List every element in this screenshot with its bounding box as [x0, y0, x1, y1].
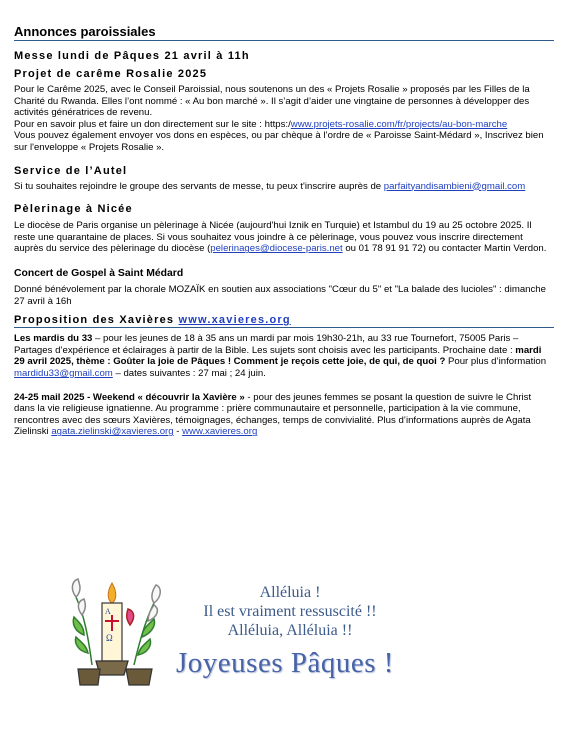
mardis-text: – pour les jeunes de 18 à 35 ans un mardi par mois 19h30-21h, au 33 rue Tournefort, 75005 Paris – Partages d’expérience et éclairages à partir de la Bible. Les sujets sont choisis avec les participants. Prochaine date :: [14, 333, 519, 356]
rosalie-link[interactable]: www.projets-rosalie.com/fr/projects/au-bon-marche: [290, 118, 508, 130]
weekend-site-link[interactable]: www.xavieres.org: [182, 426, 258, 438]
autel-text: Si tu souhaites rejoindre le groupe des servants de messe, tu peux t'inscrire auprès de: [14, 180, 384, 192]
joyeuses-paques-title: Joyeuses Pâques !: [176, 647, 394, 679]
careme-heading: Projet de carême Rosalie 2025: [14, 68, 208, 80]
gospel-paragraph: Donné bénévolement par la chorale MOZAÏK en soutien aux associations "Cœur du 5" et "La balade des lucioles" : dimanche 27 avril à 16h: [14, 283, 546, 307]
weekend-email-link[interactable]: agata.zielinski@xavieres.org: [51, 426, 174, 438]
careme-donation-paragraph: Vous pouvez également envoyer vos dons en espèces, ou par chèque à l’ordre de « Paroisse Saint-Médard », Inscrivez bien sur l'enveloppe « Projets Rosalie ».: [14, 130, 544, 153]
pot-right: [126, 669, 152, 685]
weekend-separator: -: [173, 426, 183, 438]
pelerinage-heading: Pèlerinage à Nicée: [14, 203, 133, 216]
mardis-email-link[interactable]: mardidu33@gmail.com: [14, 367, 113, 379]
alpha-letter: A: [105, 607, 111, 616]
lily-left: [72, 579, 92, 665]
alleluia-line-2: Il est vraiment ressuscité !!: [203, 603, 377, 620]
candle-flame: [108, 583, 116, 603]
weekend-title: 24-25 mail 2025 - Weekend « découvrir la Xavière »: [14, 391, 245, 403]
xavieres-mardis-paragraph: [14, 333, 554, 379]
xavieres-weekend-paragraph: [14, 392, 554, 438]
careme-link-paragraph: [14, 119, 554, 131]
easter-greeting: [150, 583, 430, 640]
alleluia-line-3: Alléluia, Alléluia !!: [227, 622, 353, 639]
candle-stand: [96, 661, 128, 675]
mass-heading: Messe lundi de Pâques 21 avril à 11h: [14, 50, 250, 62]
autel-paragraph: [14, 181, 554, 193]
omega-letter: Ω: [106, 633, 113, 643]
announcements-page: [14, 24, 554, 438]
xavieres-title: Proposition des Xavières: [14, 314, 179, 327]
pelerinage-text-end: ou 01 78 91 91 72) ou contacter Martin Verdon.: [342, 243, 547, 255]
mardis-info-text: Pour plus d’information: [445, 356, 547, 368]
xavieres-title-link[interactable]: www.xavieres.org: [178, 314, 291, 327]
pelerinage-text: Le diocèse de Paris organise un pèlerinage à Nicée (aujourd'hui Iznik en Turquie) et Istambul du 19 au 25 octobre 2025. Il reste une quarantaine de places. Si vous souhaitez vous joindre à ce pèlerinage, vous pouvez vous inscrire directement auprès du service des pèlerinage du diocèse (: [14, 220, 532, 255]
mardis-theme: mardi 29 avril 2025, thème : Goûter la joie de Pâques ! Comment je reçois cette joie, de qui, de quoi ?: [14, 344, 542, 368]
gospel-heading: Concert de Gospel à Saint Médard: [14, 267, 184, 279]
pelerinage-email-link[interactable]: pelerinages@diocese-paris.net: [210, 243, 343, 255]
alleluia-line-1: Alléluia !: [259, 584, 321, 601]
autel-heading: Service de l’Autel: [14, 164, 128, 177]
weekend-text: - pour des jeunes femmes se posant la question de suivre le Christ dans la vie religieuse ignatienne. Au programme : prière communautaire et personnelle, participation à la vie commune, rencontres avec des sœurs Xavières, témoignages, échanges, temps de convivialité. Plus d’informations auprès de Agata Zielinski: [14, 391, 532, 438]
pelerinage-paragraph: [14, 220, 554, 255]
page-title: Annonces paroissiales: [14, 24, 554, 41]
autel-email-link[interactable]: parfaityandisambieni@gmail.com: [383, 180, 526, 192]
xavieres-heading: [14, 314, 554, 328]
mardis-title: Les mardis du 33: [14, 333, 93, 345]
careme-link-prefix: Pour en savoir plus et faire un don directement sur le site : https:/: [14, 118, 291, 130]
careme-paragraph: Pour le Carême 2025, avec le Conseil Paroissial, nous soutenons un des « Projets Rosalie » proposés par les Filles de la Charité du Rwanda. Elles l’ont nommé : « Au bon marché ». Il s’agit d’aider une vingtaine de personnes à développer des activités génératrices de revenu.: [14, 84, 530, 119]
pot-left: [78, 669, 100, 685]
mardis-dates: – dates suivantes : 27 mai ; 24 juin.: [112, 367, 266, 379]
